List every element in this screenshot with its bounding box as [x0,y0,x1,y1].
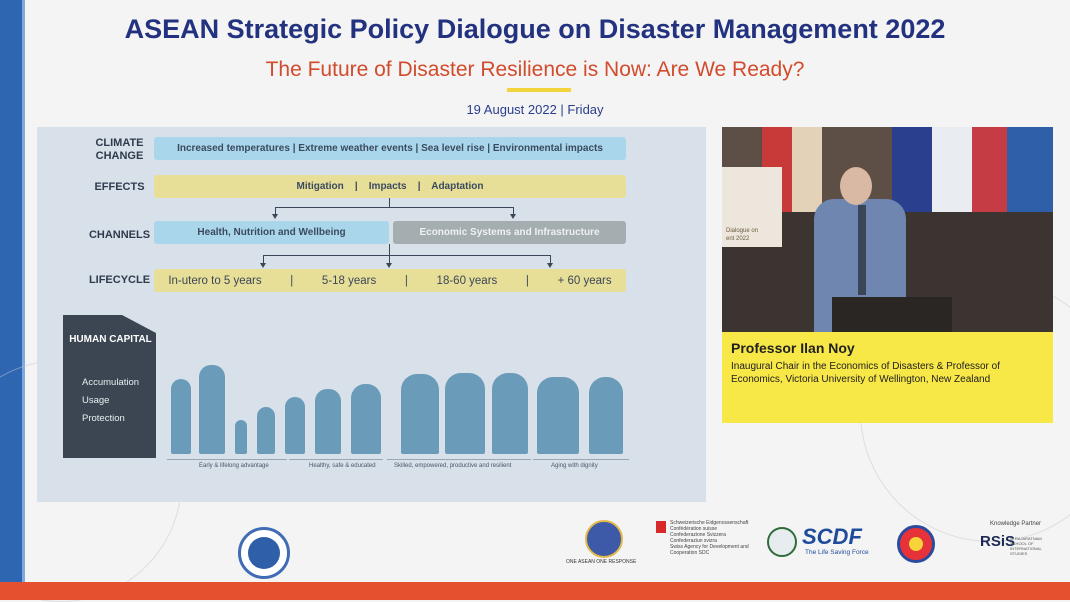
lifecycle-separator: | [404,274,408,287]
person-silhouette-icon [445,373,485,454]
connector-line [263,255,551,256]
speaker-head [840,167,872,205]
subtitle-underline [507,88,571,92]
climate-change-label: CLIMATE CHANGE [95,137,144,162]
caption-divider [289,459,383,460]
person-silhouette-icon [492,373,528,454]
effects-label: EFFECTS [94,181,145,193]
arrow-down-icon [272,214,278,219]
scdf-emblem-icon [767,527,797,557]
lifecycle-stage: + 60 years [557,274,612,287]
bottom-accent-bar [0,582,1070,600]
rice-stalk-icon [909,537,923,551]
banner-text: Dialogue on ent 2022 [726,228,759,242]
arrow-down-icon [260,263,266,268]
arrow-down-icon [547,263,553,268]
sdc-logo-text: Schweizerische Eidgenossenschaft Confédération suisse Confederazione Svizzera Confederaziun svizra Swiss Agency for Development and Cooperation SDC [670,520,749,556]
lifecycle-stage: 18-60 years [436,274,498,287]
caption-divider [533,459,629,460]
human-capital-box [63,315,156,458]
scdf-tagline: The Life Saving Force [805,549,869,556]
climate-change-box: Increased temperatures | Extreme weather events | Sea level rise | Environmental impacts [154,137,626,160]
rsis-subtitle: S. RAJARATNAM SCHOOL OF INTERNATIONAL STUDIES [1010,536,1042,556]
effects-box: Mitigation | Impacts | Adaptation [154,175,626,198]
wave-icon [248,537,280,569]
person-silhouette-icon [171,379,191,454]
person-silhouette-icon [285,397,305,454]
asean-emblem-icon [897,525,935,563]
channels-label: CHANNELS [88,229,151,241]
channel-health: Health, Nutrition and Wellbeing [154,221,389,244]
event-title: ASEAN Strategic Policy Dialogue on Disaster Management 2022 [124,14,946,44]
rsis-logo: RSiS [980,533,1016,550]
person-silhouette-icon [351,384,381,454]
lifecycle-separator: | [525,274,529,287]
stage-caption: Aging with dignity [551,463,598,469]
aha-centre-logo-icon [585,520,623,558]
lifecycle-box [154,269,626,292]
human-capital-item: Protection [82,413,125,424]
presentation-slide [37,127,706,502]
human-capital-title: HUMAN CAPITAL [69,334,152,345]
aha-emblem-icon [238,527,290,579]
speaker-tie [858,205,866,295]
person-silhouette-icon [235,420,247,454]
speaker-caption-box [722,332,1053,423]
stage-caption: Early & lifelong advantage [199,463,269,469]
lifecycle-label: LIFECYCLE [88,274,151,286]
scdf-logo: SCDF [802,524,862,549]
human-capital-item: Usage [82,395,110,406]
podium [832,297,952,332]
arrow-down-icon [386,263,392,268]
person-silhouette-icon [589,377,623,454]
caption-divider [387,459,531,460]
stage-caption: Healthy, safe & educated [309,463,376,469]
person-silhouette-icon [257,407,275,454]
swiss-flag-icon [656,521,666,533]
arrow-down-icon [510,214,516,219]
lifecycle-stage: In-utero to 5 years [168,274,262,287]
knowledge-partner-label: Knowledge Partner [990,521,1042,527]
event-banner [722,167,782,247]
person-silhouette-icon [401,374,439,454]
speaker-name: Professor Ilan Noy [731,340,855,356]
channel-economic: Economic Systems and Infrastructure [393,221,626,244]
speaker-video-feed [722,127,1053,332]
lifecycle-stage: 5-18 years [321,274,377,287]
aha-tagline: ONE ASEAN ONE RESPONSE [566,559,637,565]
connector-line [275,207,514,208]
event-date: 19 August 2022 | Friday [466,102,604,117]
person-silhouette-icon [537,377,579,454]
person-silhouette-icon [315,389,341,454]
caption-divider [167,459,287,460]
speaker-role: Inaugural Chair in the Economics of Disasters & Professor of Economics, Victoria University of Wellington, New Zealand [731,361,1001,385]
human-capital-notch [122,315,156,333]
stage-caption: Skilled, empowered, productive and resilient [394,463,512,469]
event-subtitle: The Future of Disaster Resilience is Now: Are We Ready? [265,58,805,81]
person-silhouette-icon [199,365,225,454]
human-capital-item: Accumulation [82,377,140,388]
lifecycle-separator: | [290,274,294,287]
